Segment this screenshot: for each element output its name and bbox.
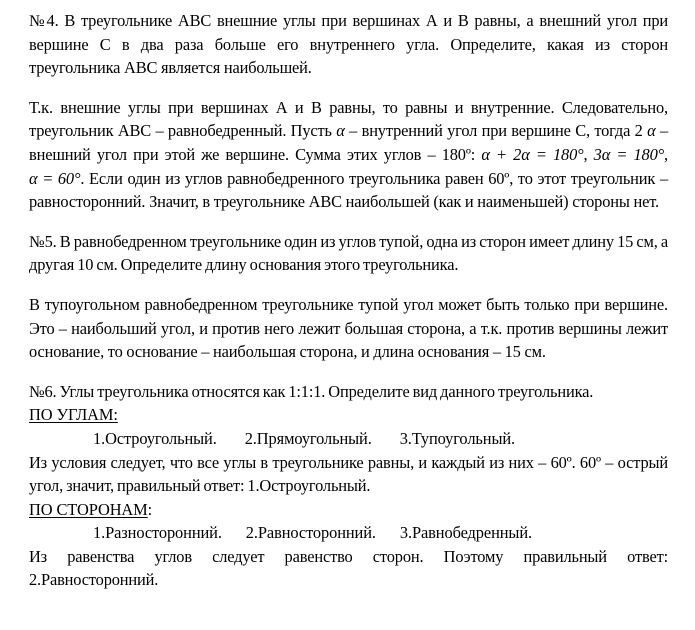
formula-separator-1: , <box>583 144 594 164</box>
problem-6-statement: №6. Углы треугольника относятся как 1:1:1. Определите вид данного треугольника. <box>29 381 594 401</box>
problem-5-solution: В тупоугольном равнобедренном треугольнике тупой угол может быть только при вершине. Это – наибольший угол, и против него лежит большая сторона, а т.к. против вершины лежит основание, то основание – наибольшая сторона, и длина основания – 15 см. <box>29 294 668 362</box>
alpha-symbol-1: α <box>336 121 345 141</box>
by-sides-options: 1.Разносторонний. 2.Равносторонний. 3.Равнобедренный. <box>93 523 532 543</box>
paragraph-spacer <box>29 364 668 380</box>
alpha-symbol-2: α <box>647 121 656 141</box>
by-sides-answer: Из равенства углов следует равенство сторон. Поэтому правильный ответ: 2.Равносторонний. <box>29 546 668 590</box>
paragraph-spacer <box>29 214 668 230</box>
by-angles-answer: Из условия следует, что все углы в треугольнике равны, и каждый из них – 60º. 60º – острый угол, значит, правильный ответ: 1.Остроугольный. <box>29 452 668 496</box>
formula-1: α + 2α = 180° <box>481 144 584 164</box>
by-angles-options: 1.Остроугольный. 2.Прямоугольный. 3.Тупоугольный. <box>93 428 516 448</box>
problem-4-statement: №4. В треугольнике АВС внешние углы при вершинах А и В равны, а внешний угол при вершине С в два раза больше его внутреннего угла. Определите, какая из сторон треугольника АВС является наибольшей. <box>29 11 668 78</box>
formula-separator-2: , <box>664 144 668 164</box>
solution-text-part-3: – внешний угол при этой же вершине. Сумма этих углов – 180º: <box>29 121 669 164</box>
by-angles-header <box>29 403 668 427</box>
problem-4-solution <box>29 96 668 214</box>
by-sides-header <box>29 498 668 522</box>
solution-text-part-1: Т.к. внешние углы при вершинах А и В равны, то равны и внутренние. Следовательно, треугольник АВС – равнобедренный. Пусть <box>29 97 668 141</box>
by-sides-header-colon: : <box>147 499 153 519</box>
problem-5-statement: №5. В равнобедренном треугольнике один из углов тупой, одна из сторон имеет длину 15 см, а другая 10 см. Определите длину основания этого треугольника. <box>29 231 668 275</box>
by-sides-header-label: ПО СТОРОНАМ <box>29 499 148 519</box>
formula-2: 3α = 180° <box>593 144 665 164</box>
formula-3: α = 60° <box>29 168 81 188</box>
paragraph-spacer <box>29 80 668 96</box>
by-angles-header-label: ПО УГЛАМ: <box>29 405 118 425</box>
solution-text-part-4: . Если один из углов равнобедренного треугольника равен 60º, то этот треугольник – равносторонний. Значит, в треугольнике АВС наибольшей (как и наименьшей) стороны нет. <box>29 168 668 212</box>
solution-text-part-2: – внутренний угол при вершине С, тогда 2 <box>344 121 648 141</box>
paragraph-spacer <box>29 277 668 293</box>
